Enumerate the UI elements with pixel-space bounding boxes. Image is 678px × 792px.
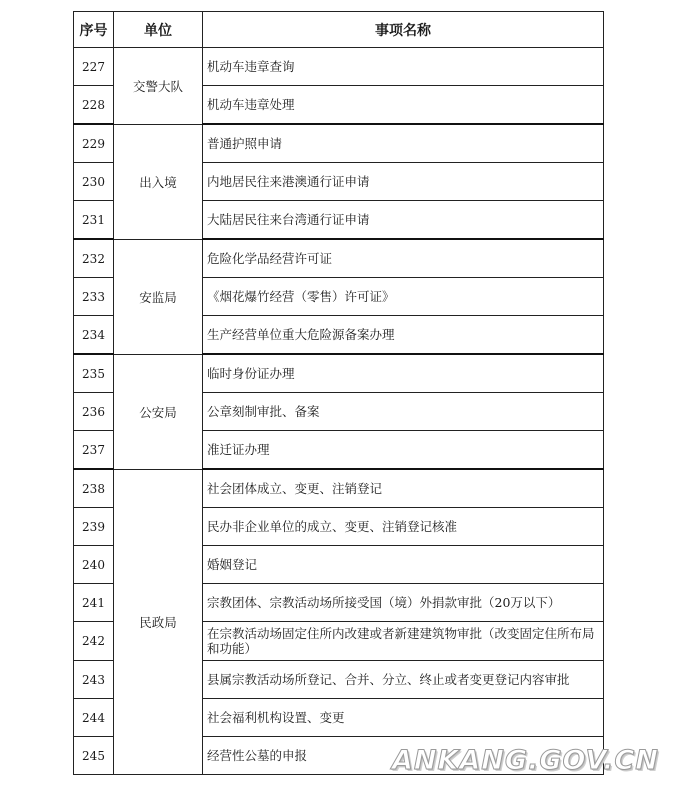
item-name: 准迁证办理: [203, 431, 604, 470]
table-row: [74, 124, 604, 163]
item-name: 生产经营单位重大危险源备案办理: [203, 316, 604, 355]
table-header-row: [74, 12, 604, 48]
unit-cell: 安监局: [114, 239, 203, 354]
unit-cell: 民政局: [114, 469, 203, 775]
row-number: 230: [74, 163, 114, 201]
item-name: 普通护照申请: [203, 124, 604, 163]
item-name: 婚姻登记: [203, 546, 604, 584]
item-name: 县属宗教活动场所登记、合并、分立、终止或者变更登记内容审批: [203, 661, 604, 699]
site-watermark: ANKANG.GOV.CN: [392, 745, 659, 776]
row-number: 241: [74, 584, 114, 622]
item-name: 机动车违章处理: [203, 86, 604, 125]
row-number: 237: [74, 431, 114, 470]
row-number: 243: [74, 661, 114, 699]
header-number: 序号: [74, 12, 114, 48]
row-number: 235: [74, 354, 114, 393]
row-number: 232: [74, 239, 114, 278]
row-number: 233: [74, 278, 114, 316]
unit-cell: 公安局: [114, 354, 203, 469]
table-row: [74, 48, 604, 86]
table-row: [74, 239, 604, 278]
item-name: 民办非企业单位的成立、变更、注销登记核准: [203, 508, 604, 546]
item-name: 在宗教活动场固定住所内改建或者新建建筑物审批（改变固定住所布局和功能）: [203, 622, 604, 661]
row-number: 245: [74, 737, 114, 775]
item-name: 社会团体成立、变更、注销登记: [203, 469, 604, 508]
item-name: 公章刻制审批、备案: [203, 393, 604, 431]
row-number: 238: [74, 469, 114, 508]
unit-cell: 出入境: [114, 124, 203, 239]
item-name: 临时身份证办理: [203, 354, 604, 393]
service-items-table: [73, 11, 604, 775]
row-number: 228: [74, 86, 114, 125]
unit-cell: 交警大队: [114, 48, 203, 125]
row-number: 236: [74, 393, 114, 431]
item-name: 大陆居民往来台湾通行证申请: [203, 201, 604, 240]
row-number: 227: [74, 48, 114, 86]
header-item: 事项名称: [203, 12, 604, 48]
row-number: 239: [74, 508, 114, 546]
item-name: 经营性公墓的申报: [203, 737, 604, 775]
item-name: 社会福利机构设置、变更: [203, 699, 604, 737]
table-row: [74, 469, 604, 508]
item-name: 危险化学品经营许可证: [203, 239, 604, 278]
row-number: 229: [74, 124, 114, 163]
table-row: [74, 354, 604, 393]
row-number: 240: [74, 546, 114, 584]
item-name: 《烟花爆竹经营（零售）许可证》: [203, 278, 604, 316]
row-number: 244: [74, 699, 114, 737]
item-name: 机动车违章查询: [203, 48, 604, 86]
row-number: 242: [74, 622, 114, 661]
row-number: 231: [74, 201, 114, 240]
header-unit: 单位: [114, 12, 203, 48]
item-name: 宗教团体、宗教活动场所接受国（境）外捐款审批（20万以下）: [203, 584, 604, 622]
row-number: 234: [74, 316, 114, 355]
item-name: 内地居民往来港澳通行证申请: [203, 163, 604, 201]
